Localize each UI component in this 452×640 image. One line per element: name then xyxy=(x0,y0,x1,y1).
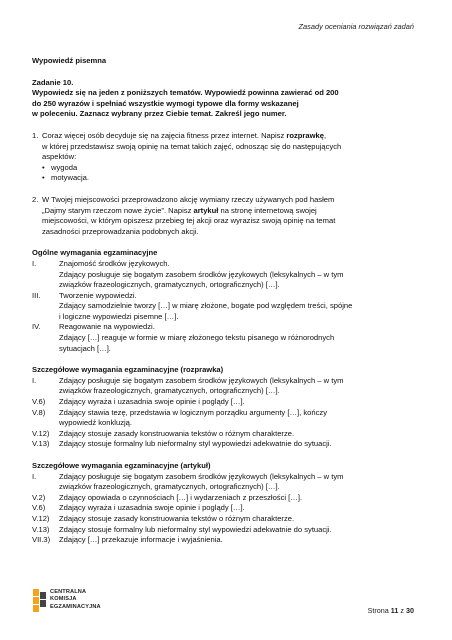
requirement-item: V.12) Zdający stosuje zasady konstruowania tekstów o różnym charakterze. xyxy=(32,428,295,438)
cke-logo xyxy=(33,589,101,613)
topic-line: zasadności przeprowadzania podobnych akcji. xyxy=(42,226,199,236)
topic-line: aspektów: xyxy=(42,152,77,162)
requirement-item: I. Zdający posługuje się bogatym zasobem środków językowych (leksykalnych – w tym związków frazeologicznych, gramatycznych, ortograficznych) […]. xyxy=(32,375,344,396)
task-instruction xyxy=(32,88,422,120)
topic-line: miejscowości, w którym opiszesz przebieg tej akcji oraz wyrazisz swoją opinię na temat xyxy=(42,216,336,226)
topic-2[interactable] xyxy=(32,195,422,237)
form-artykul: artykuł xyxy=(193,205,219,215)
bullet-icon: • xyxy=(42,173,45,183)
instruction-line: Wypowiedz się na jeden z poniższych tematów. Wypowiedź powinna zawierać od 200 xyxy=(32,88,339,98)
detailed-article-title: Szczegółowe wymagania egzaminacyjne (artykuł) xyxy=(32,461,211,470)
requirement-item: IV. Reagowanie na wypowiedzi. Zdający […] reaguje w formie w miarę złożonego tekstu pisanego w różnorodnych sytuacjach […]. xyxy=(32,322,335,353)
page-content xyxy=(32,56,422,546)
topic-line: „Dajmy starym rzeczom nowe życie”. Napisz artykuł na stronę internetową swojej xyxy=(42,205,317,215)
requirement-item: III. Tworzenie wypowiedzi. Zdający samodzielnie tworzy […] w miarę złożone, bogate pod względem treści, spójne i logiczne wypowiedzi pisemne […]. xyxy=(32,290,353,321)
topic-line: W Twojej miejscowości przeprowadzono akcję wymiany rzeczy używanych pod hasłem xyxy=(42,194,335,204)
topic-1[interactable] xyxy=(32,131,422,184)
list-item: • motywacja. xyxy=(42,173,89,183)
topic-line: w której przedstawisz swoją opinię na temat takich zajęć, odnosząc się do następujących xyxy=(42,141,342,151)
aspect-list xyxy=(42,163,422,184)
instruction-line: w poleceniu. Zaznacz wybrany przez Ciebie temat. Zakreśl jego numer. xyxy=(32,109,287,119)
requirement-item: V.13) Zdający stosuje formalny lub nieformalny styl wypowiedzi adekwatnie do sytuacji. xyxy=(32,439,332,449)
topic-line: Coraz więcej osób decyduje się na zajęcia fitness przez internet. Napisz rozprawkę, xyxy=(42,130,327,140)
section-title: Wypowiedź pisemna xyxy=(32,56,107,65)
requirement-item: V.12) Zdający stosuje zasady konstruowania tekstów o różnym charakterze. xyxy=(32,513,295,523)
bullet-icon: • xyxy=(42,162,45,172)
requirement-item: V.6) Zdający wyraża i uzasadnia swoje opinie i poglądy […]. xyxy=(32,397,245,407)
requirement-item: V.8) Zdający stawia tezę, przedstawia w logicznym porządku argumenty […], kończy wypowiedź konkluzją. xyxy=(32,407,328,428)
requirement-item: I. Znajomość środków językowych. Zdający posługuje się bogatym zasobem środków językowych (leksykalnych – w tym związków frazeologicznych, gramatycznych, ortograficznych) […]. xyxy=(32,258,344,290)
list-item: • wygoda xyxy=(42,162,78,172)
general-requirements-title: Ogólne wymagania egzaminacyjne xyxy=(32,248,158,258)
cke-logo-text: CENTRALNA KOMISJA EGZAMINACYJNA xyxy=(50,589,101,610)
requirement-item: V.13) Zdający stosuje formalny lub nieformalny styl wypowiedzi adekwatnie do sytuacji. xyxy=(32,524,332,534)
instruction-line: do 250 wyrazów i spełniać wszystkie wymogi typowe dla formy wskazanej xyxy=(32,98,299,108)
page-number: Strona 11 z 30 xyxy=(367,606,414,615)
topic-number: 2. xyxy=(32,194,39,204)
requirement-item: V.2) Zdający opowiada o czynnościach […] i wydarzeniach z przeszłości […]. xyxy=(32,492,303,502)
requirement-item: VII.3) Zdający […] przekazuje informacje i wyjaśnienia. xyxy=(32,535,223,545)
requirement-item: I. Zdający posługuje się bogatym zasobem środków językowych (leksykalnych – w tym związków frazeologicznych, gramatycznych, ortograficznych) […]. xyxy=(32,471,344,492)
form-rozprawka: rozprawkę xyxy=(286,130,324,140)
cke-logo-icon xyxy=(33,589,47,613)
running-header: Zasady oceniania rozwiązań zadań xyxy=(298,22,414,31)
detailed-essay-title: Szczegółowe wymagania egzaminacyjne (rozprawka) xyxy=(32,365,224,375)
requirement-item: V.6) Zdający wyraża i uzasadnia swoje opinie i poglądy […]. xyxy=(32,503,245,513)
topic-number: 1. xyxy=(32,130,39,140)
task-title: Zadanie 10. xyxy=(32,77,74,87)
